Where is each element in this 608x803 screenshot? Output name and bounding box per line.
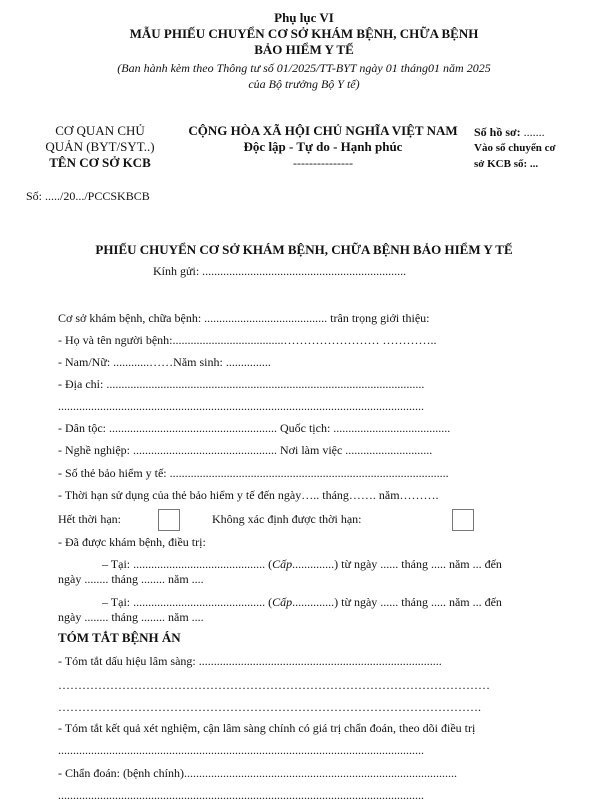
treated-label: - Đã được khám bệnh, điều trị: bbox=[58, 535, 206, 549]
treatment-row2 bbox=[102, 595, 502, 610]
diagnosis-cont: .......................................................................................................................... bbox=[58, 788, 424, 802]
clinical-signs-line: - Tóm tắt dấu hiệu lâm sàng: ................................................................................. bbox=[58, 654, 442, 668]
appendix-label: Phụ lục VI bbox=[274, 10, 334, 25]
form-title-line2: BẢO HIỂM Y TẾ bbox=[254, 42, 354, 57]
treatment-row2-place: – Tại: ............................................ ( bbox=[102, 595, 273, 609]
test-results-cont: .......................................................................................................................... bbox=[58, 743, 424, 757]
record-block bbox=[474, 124, 604, 172]
nation-name: CỘNG HÒA XÃ HỘI CHỦ NGHĨA VIỆT NAM bbox=[188, 123, 458, 138]
agency-block bbox=[30, 123, 170, 171]
treatment-row2-level: Cấp bbox=[272, 595, 293, 609]
clinical-signs-cont2: ……………………………………………………………………………………………. bbox=[58, 700, 481, 714]
motto-divider: --------------- bbox=[293, 156, 353, 170]
expired-checkbox[interactable] bbox=[158, 509, 180, 531]
record-number-label: Số hồ sơ: bbox=[474, 125, 521, 139]
agency-line2: QUẢN (BYT/SYT..) bbox=[45, 139, 155, 154]
clinical-signs-cont1: ……………………………………………………………………………………………… bbox=[58, 678, 490, 692]
recipient-line: Kính gửi: .................................................................... bbox=[153, 264, 407, 278]
treatment-row1-level: Cấp bbox=[272, 557, 293, 571]
transfer-book-line1: Vào sổ chuyển cơ bbox=[474, 142, 556, 154]
patient-name-line: - Họ và tên người bệnh:.....................................…………………… ………….. bbox=[58, 333, 437, 347]
treatment-row2-dates: ..............) từ ngày ...... tháng ..... năm ... đến bbox=[292, 595, 502, 609]
ethnicity-nationality-line: - Dân tộc: ........................................................ Quốc tịch: ....................................... bbox=[58, 421, 451, 435]
insurance-card-line: - Số thẻ bảo hiểm y tế: ............................................................................................. bbox=[58, 466, 449, 480]
treatment-row2-end: ngày ........ tháng ........ năm .... bbox=[58, 610, 204, 624]
treatment-row1 bbox=[102, 557, 502, 572]
transfer-book-line2: sở KCB số: ... bbox=[474, 158, 539, 170]
case-summary-heading: TÓM TẮT BỆNH ÁN bbox=[58, 630, 181, 645]
test-results-line: - Tóm tắt kết quả xét nghiệm, cận lâm sàng chính có giá trị chẩn đoán, theo dõi điều trị bbox=[58, 721, 476, 735]
agency-line1: CƠ QUAN CHỦ bbox=[55, 123, 145, 138]
diagnosis-line: - Chẩn đoán: (bệnh chính)........................................................................................... bbox=[58, 766, 457, 780]
document-title: PHIẾU CHUYỂN CƠ SỞ KHÁM BỆNH, CHỮA BỆNH BẢO HIỂM Y TẾ bbox=[95, 242, 513, 257]
document-number: Số: ...../20.../PCCSKBCB bbox=[26, 189, 150, 203]
address-cont-line: .......................................................................................................................... bbox=[58, 399, 424, 413]
treatment-row1-end: ngày ........ tháng ........ năm .... bbox=[58, 572, 204, 586]
treatment-row1-place: – Tại: ............................................ ( bbox=[102, 557, 273, 571]
record-number-value: ....... bbox=[520, 125, 545, 139]
occupation-workplace-line: - Nghề nghiệp: ................................................ Nơi làm việc ............................. bbox=[58, 443, 433, 457]
expired-label: Hết thời hạn: bbox=[58, 512, 121, 526]
gender-birthyear-line: - Nam/Nữ: ............……Năm sinh: ............... bbox=[58, 355, 271, 369]
issued-line1: (Ban hành kèm theo Thông tư số 01/2025/TT-BYT ngày 01 tháng01 năm 2025 bbox=[117, 61, 491, 75]
facility-intro-line: Cơ sở khám bệnh, chữa bệnh: ......................................... trân trọng giới thiệu: bbox=[58, 311, 430, 325]
facility-name: TÊN CƠ SỞ KCB bbox=[49, 155, 151, 170]
nation-motto: Độc lập - Tự do - Hạnh phúc bbox=[243, 139, 403, 154]
national-motto-block bbox=[178, 123, 468, 171]
undetermined-checkbox[interactable] bbox=[452, 509, 474, 531]
card-validity-line: - Thời hạn sử dụng của thẻ bảo hiểm y tế đến ngày….. tháng……. năm………. bbox=[58, 488, 439, 502]
issued-line2: của Bộ trưởng Bộ Y tế) bbox=[248, 77, 360, 91]
address-line: - Địa chỉ: .......................................................................................................... bbox=[58, 377, 425, 391]
undetermined-label: Không xác định được thời hạn: bbox=[212, 512, 362, 526]
treatment-row1-dates: ..............) từ ngày ...... tháng ..... năm ... đến bbox=[292, 557, 502, 571]
form-title-line1: MẪU PHIẾU CHUYỂN CƠ SỞ KHÁM BỆNH, CHỮA BỆNH bbox=[129, 26, 479, 41]
